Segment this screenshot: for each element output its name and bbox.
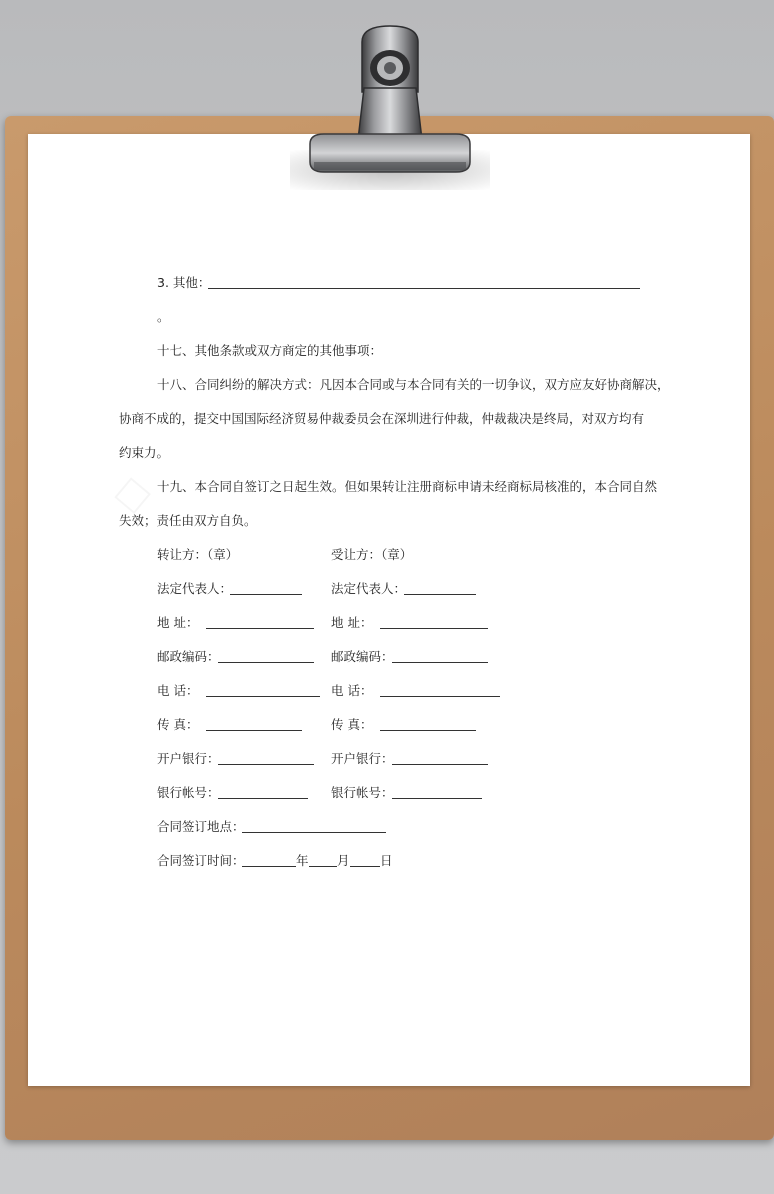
transferor-bank-label: 开户银行：: [157, 751, 220, 766]
signing-month-field[interactable]: [309, 866, 337, 867]
watermark: □: [108, 468, 160, 520]
transferee-address-field[interactable]: [380, 628, 488, 629]
transferee-fax-field[interactable]: [380, 730, 476, 731]
clause-18-line-2: 协商不成的，提交中国国际经济贸易仲裁委员会在深圳进行仲裁，仲裁裁决是终局，对双方均有: [119, 411, 645, 426]
transferee-party: 受让方：（章）: [331, 547, 413, 562]
signing-time-label: 合同签订时间：: [157, 853, 245, 868]
month-label: 月: [337, 853, 350, 868]
transferor-fax-field[interactable]: [206, 730, 302, 731]
transferor-fax-label: 传 真：: [157, 717, 199, 732]
transferor-phone-field[interactable]: [206, 696, 320, 697]
transferor-postcode-label: 邮政编码：: [157, 649, 220, 664]
clause-18-line-3: 约束力。: [119, 445, 170, 460]
signing-year-field[interactable]: [242, 866, 296, 867]
transferee-postcode-label: 邮政编码：: [331, 649, 394, 664]
transferor-phone-label: 电 话：: [157, 683, 199, 698]
transferor-bank-field[interactable]: [218, 764, 314, 765]
document-body: [28, 134, 750, 1086]
transferor-account-label: 银行帐号：: [157, 785, 220, 800]
transferee-account-field[interactable]: [392, 798, 482, 799]
clause-17: 十七、其他条款或双方商定的其他事项：: [157, 343, 383, 358]
transferor-rep-label: 法定代表人：: [157, 581, 233, 596]
clause-19-line-2: 失效；责任由双方自负。: [119, 513, 257, 528]
item3-blank-line[interactable]: [208, 288, 640, 289]
signing-place-label: 合同签订地点：: [157, 819, 245, 834]
day-label: 日: [380, 853, 393, 868]
transferee-phone-label: 电 话：: [331, 683, 373, 698]
transferee-bank-label: 开户银行：: [331, 751, 394, 766]
transferee-fax-label: 传 真：: [331, 717, 373, 732]
transferee-account-label: 银行帐号：: [331, 785, 394, 800]
signing-place-field[interactable]: [242, 832, 386, 833]
signing-day-field[interactable]: [350, 866, 380, 867]
transferor-account-field[interactable]: [218, 798, 308, 799]
transferor-postcode-field[interactable]: [218, 662, 314, 663]
transferee-rep-field[interactable]: [404, 594, 476, 595]
transferee-rep-label: 法定代表人：: [331, 581, 407, 596]
year-label: 年: [296, 853, 309, 868]
clause-19-line-1: 十九、本合同自签订之日起生效。但如果转让注册商标申请未经商标局核准的，本合同自然: [157, 479, 658, 494]
transferor-address-field[interactable]: [206, 628, 314, 629]
transferee-phone-field[interactable]: [380, 696, 500, 697]
transferee-address-label: 地 址：: [331, 615, 373, 630]
transferor-address-label: 地 址：: [157, 615, 199, 630]
binder-clip-icon: [300, 22, 480, 182]
clause-18-line-1: 十八、合同纠纷的解决方式：凡因本合同或与本合同有关的一切争议，双方应友好协商解决，: [157, 377, 670, 392]
transferor-rep-field[interactable]: [230, 594, 302, 595]
item3-period: 。: [157, 309, 170, 324]
contract-page: [28, 134, 750, 1086]
transferee-postcode-field[interactable]: [392, 662, 488, 663]
item3-label: 3. 其他：: [157, 275, 211, 290]
transferor-party: 转让方：（章）: [157, 547, 239, 562]
transferee-bank-field[interactable]: [392, 764, 488, 765]
